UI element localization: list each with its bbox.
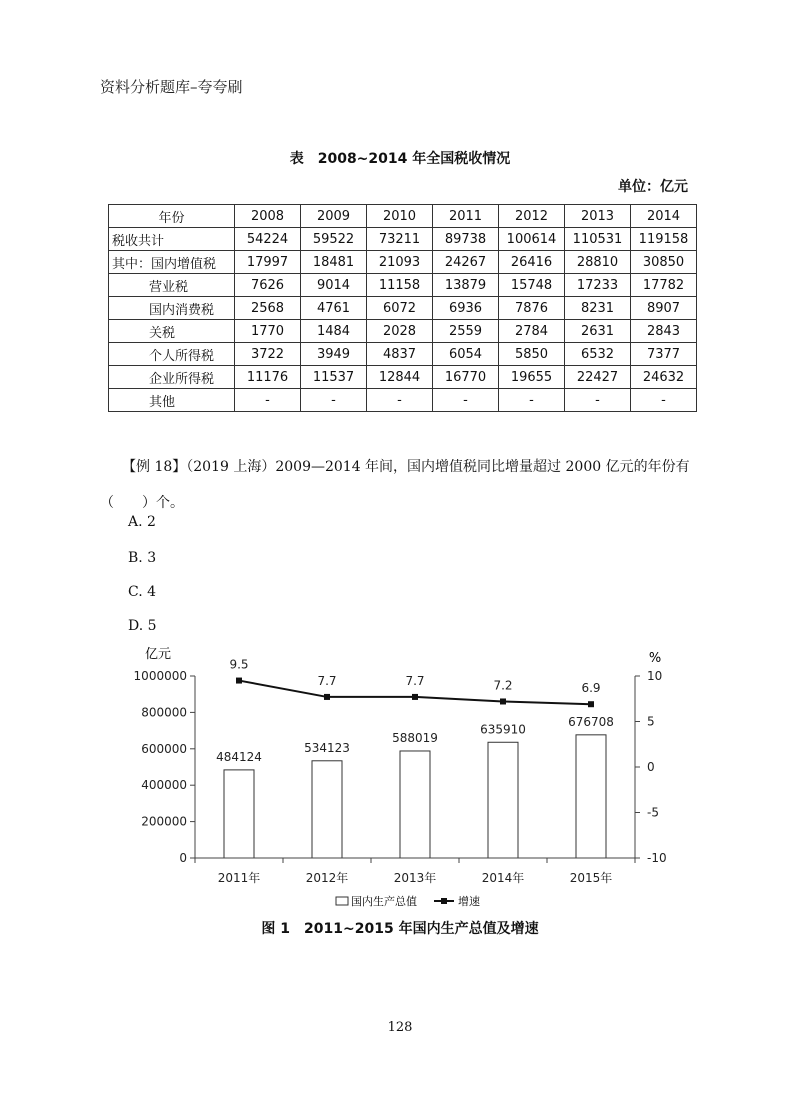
table-row: [109, 320, 697, 343]
year-header: 2011: [433, 205, 499, 228]
table-row: [109, 389, 697, 412]
table-cell: 22427: [565, 366, 631, 389]
table-cell: 11158: [367, 274, 433, 297]
table-cell: 89738: [433, 228, 499, 251]
row-label: 企业所得税: [109, 366, 235, 389]
table-cell: -: [235, 389, 301, 412]
table-cell: 3949: [301, 343, 367, 366]
table-cell: 7876: [499, 297, 565, 320]
table-cell: 11176: [235, 366, 301, 389]
gdp-bar: [312, 761, 342, 858]
row-label: 税收共计: [109, 228, 235, 251]
table-row: [109, 297, 697, 320]
table-cell: 13879: [433, 274, 499, 297]
gdp-bar: [576, 735, 606, 858]
row-label: 其他: [109, 389, 235, 412]
table-cell: -: [433, 389, 499, 412]
gdp-bar-label: 635910: [480, 722, 526, 737]
table-cell: 4837: [367, 343, 433, 366]
table-cell: 2631: [565, 320, 631, 343]
header-label: 年份: [109, 205, 235, 228]
table-cell: -: [565, 389, 631, 412]
row-label: 个人所得税: [109, 343, 235, 366]
x-tick-label: 2015年: [569, 871, 613, 885]
year-header: 2008: [235, 205, 301, 228]
year-header: 2013: [565, 205, 631, 228]
option-c: C. 4: [128, 584, 157, 600]
table-cell: -: [631, 389, 697, 412]
growth-label: 9.5: [229, 657, 249, 672]
table-cell: 21093: [367, 251, 433, 274]
y-right-tick-label: 0: [647, 760, 655, 774]
table-row: [109, 343, 697, 366]
table-cell: 8907: [631, 297, 697, 320]
growth-label: 6.9: [581, 681, 601, 696]
x-tick-label: 2012年: [305, 871, 349, 885]
bars-layer: [216, 715, 614, 858]
gdp-bar-label: 676708: [568, 714, 614, 729]
table-cell: 4761: [301, 297, 367, 320]
y-tick-label: 1000000: [133, 669, 187, 683]
table-cell: 16770: [433, 366, 499, 389]
tax-table: [108, 204, 697, 412]
growth-label: 7.2: [493, 678, 513, 693]
table-title: 表 2008~2014 年全国税收情况: [289, 151, 511, 167]
y-tick-label: 200000: [141, 814, 187, 829]
table-cell: 1484: [301, 320, 367, 343]
y-axis-right-title: %: [648, 651, 662, 666]
y-tick-label: 800000: [141, 705, 187, 720]
table-cell: 17233: [565, 274, 631, 297]
y-right-tick-label: 10: [647, 669, 663, 683]
page-header: 资料分析题库–夸夸刷: [100, 78, 243, 96]
growth-point: [500, 698, 506, 704]
gdp-bar: [488, 742, 518, 858]
table-unit: 单位：亿元: [618, 179, 688, 195]
legend-line-label: 增速: [458, 895, 480, 908]
legend-bar-swatch: [336, 897, 348, 905]
row-label: 营业税: [109, 274, 235, 297]
y-tick-label: 400000: [141, 778, 187, 793]
gdp-bar-label: 588019: [392, 730, 438, 745]
table-cell: 18481: [301, 251, 367, 274]
legend-bar-label: 国内生产总值: [351, 895, 417, 908]
x-tick-label: 2013年: [393, 871, 437, 885]
table-cell: 9014: [301, 274, 367, 297]
table-cell: 2028: [367, 320, 433, 343]
table-cell: 3722: [235, 343, 301, 366]
option-b: B. 3: [128, 550, 157, 566]
table-cell: 24632: [631, 366, 697, 389]
growth-point: [588, 701, 594, 707]
table-cell: -: [301, 389, 367, 412]
question-line-2: （ ）个。: [100, 495, 184, 511]
table-cell: 119158: [631, 228, 697, 251]
growth-point: [324, 694, 330, 700]
line-layer: [229, 658, 600, 708]
year-header: 2012: [499, 205, 565, 228]
table-row: [109, 228, 697, 251]
y-axis-title: 亿元: [145, 647, 172, 662]
table-cell: 17997: [235, 251, 301, 274]
row-label: 关税: [109, 320, 235, 343]
table-cell: 6054: [433, 343, 499, 366]
table-cell: 2843: [631, 320, 697, 343]
question: [100, 449, 705, 521]
table-cell: 8231: [565, 297, 631, 320]
table-header-row: [109, 205, 697, 228]
table-cell: 7626: [235, 274, 301, 297]
y-right-tick-label: -10: [647, 851, 667, 865]
table-cell: -: [367, 389, 433, 412]
growth-label: 7.7: [317, 673, 337, 688]
table-cell: 73211: [367, 228, 433, 251]
table-cell: 2784: [499, 320, 565, 343]
legend-line-marker: [441, 898, 447, 904]
table-cell: 15748: [499, 274, 565, 297]
table-cell: 2568: [235, 297, 301, 320]
y-tick-label: 600000: [141, 741, 187, 756]
table-cell: 7377: [631, 343, 697, 366]
x-tick-label: 2011年: [217, 871, 261, 885]
table-cell: 28810: [565, 251, 631, 274]
y-right-tick-label: 5: [647, 714, 655, 729]
figure-caption: 图 1 2011~2015 年国内生产总值及增速: [261, 921, 539, 937]
table-cell: 6532: [565, 343, 631, 366]
table-cell: 100614: [499, 228, 565, 251]
table-body: [109, 228, 697, 412]
table-cell: 19655: [499, 366, 565, 389]
table-cell: 54224: [235, 228, 301, 251]
table-row: [109, 274, 697, 297]
row-label: 其中：国内增值税: [109, 251, 235, 274]
table-cell: 17782: [631, 274, 697, 297]
table-cell: 59522: [301, 228, 367, 251]
option-a: A. 2: [128, 514, 156, 530]
growth-label: 7.7: [405, 673, 425, 688]
y-right-tick-label: -5: [647, 805, 659, 820]
growth-point: [412, 694, 418, 700]
table-cell: 11537: [301, 366, 367, 389]
gdp-bar-label: 484124: [216, 749, 262, 764]
table-cell: 6936: [433, 297, 499, 320]
gdp-bar-label: 534123: [304, 740, 350, 755]
year-header: 2014: [631, 205, 697, 228]
page-number: 128: [387, 1020, 413, 1035]
table-cell: 5850: [499, 343, 565, 366]
x-tick-label: 2014年: [481, 871, 525, 885]
table-cell: 110531: [565, 228, 631, 251]
y-tick-label: 0: [179, 851, 187, 865]
gdp-chart: [0, 640, 800, 910]
table-cell: 30850: [631, 251, 697, 274]
table-row: [109, 366, 697, 389]
gdp-bar: [224, 770, 254, 858]
table-cell: 1770: [235, 320, 301, 343]
table-cell: 24267: [433, 251, 499, 274]
table-cell: 12844: [367, 366, 433, 389]
table-row: [109, 251, 697, 274]
table-cell: 2559: [433, 320, 499, 343]
option-d: D. 5: [128, 618, 157, 634]
row-label: 国内消费税: [109, 297, 235, 320]
table-cell: 26416: [499, 251, 565, 274]
year-header: 2009: [301, 205, 367, 228]
legend: [336, 894, 480, 908]
growth-point: [236, 678, 242, 684]
gdp-bar: [400, 751, 430, 858]
table-cell: 6072: [367, 297, 433, 320]
table-cell: -: [499, 389, 565, 412]
year-header: 2010: [367, 205, 433, 228]
question-line-1: 【例 18】（2019 上海）2009—2014 年间，国内增值税同比增量超过 2000 亿元的年份有: [122, 459, 690, 475]
